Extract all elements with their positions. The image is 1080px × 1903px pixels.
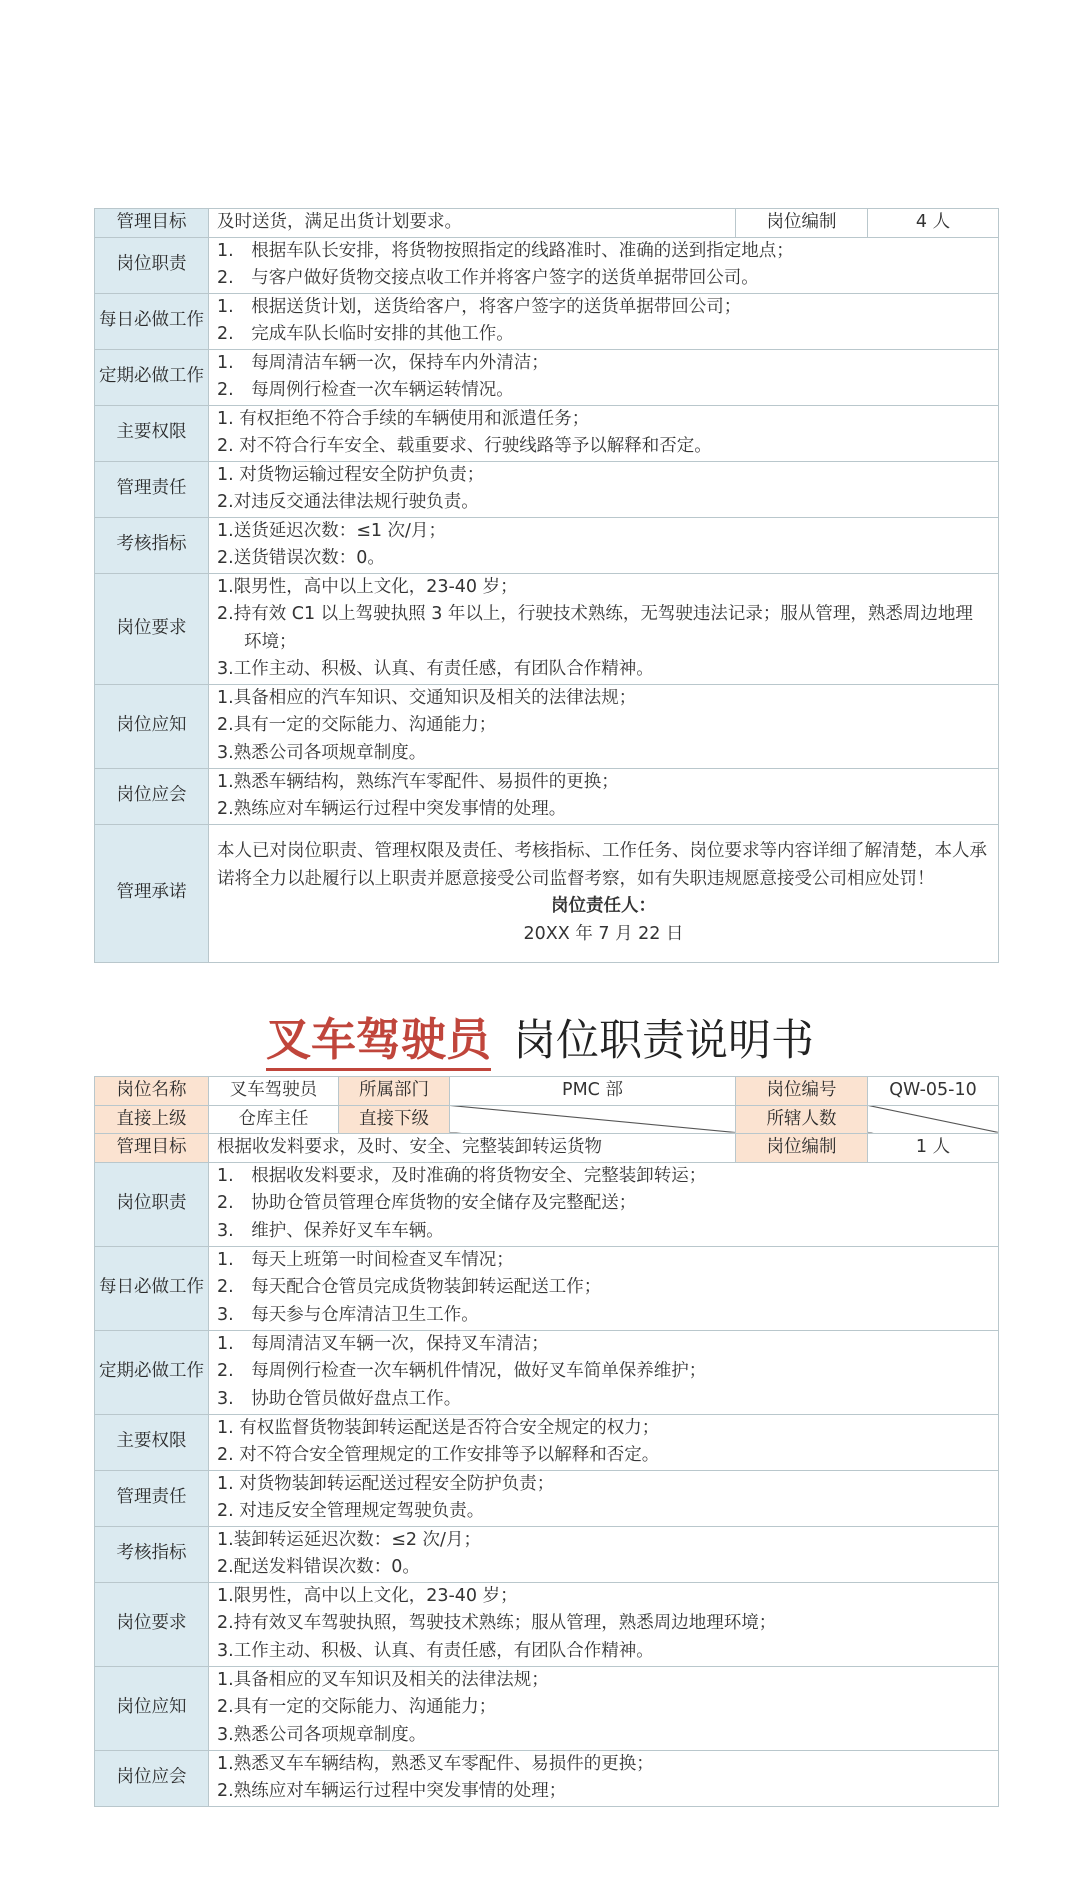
row-label: 考核指标 <box>95 517 209 573</box>
row-label: 定期必做工作 <box>95 1330 209 1414</box>
superior-value: 仓库主任 <box>209 1105 339 1134</box>
sign-date: 20XX 年 7 月 22 日 <box>523 923 684 944</box>
row-label: 主要权限 <box>95 1414 209 1470</box>
headcount-label: 岗位编制 <box>736 1134 868 1163</box>
post-name-label: 岗位名称 <box>95 1077 209 1106</box>
dept-label: 所属部门 <box>339 1077 450 1106</box>
row-label: 管理责任 <box>95 461 209 517</box>
row-content: 1.限男性，高中以上文化，23-40 岁； 2.持有效叉车驾驶执照，驾驶技术熟练；服从管理，熟悉周边地理环境； 3.工作主动、积极、认真、有责任感，有团队合作精神。 <box>209 1582 999 1666</box>
row-content: 1. 根据收发料要求，及时准确的将货物安全、完整装卸转运； 2. 协助仓管员管理仓库货物的安全储存及完整配送； 3. 维护、保养好叉车车辆。 <box>209 1162 999 1246</box>
mgmt-goal-label: 管理目标 <box>95 209 209 238</box>
subordinate-label: 直接下级 <box>339 1105 450 1134</box>
row-label: 岗位要求 <box>95 573 209 684</box>
superior-label: 直接上级 <box>95 1105 209 1134</box>
commitment-text: 本人已对岗位职责、管理权限及责任、考核指标、工作任务、岗位要求等内容详细了解清楚，本人承诺将全力以赴履行以上职责并愿意接受公司监督考察，如有失职违规愿意接受公司相应处罚！ <box>217 841 987 889</box>
title-main: 岗位职责说明书 <box>513 1016 814 1066</box>
headcount-value: 1 人 <box>868 1134 999 1163</box>
row-label: 管理责任 <box>95 1470 209 1526</box>
table-row <box>95 573 999 684</box>
mgmt-goal-label: 管理目标 <box>95 1134 209 1163</box>
row-content: 1.装卸转运延迟次数：≤2 次/月； 2.配送发料错误次数：0。 <box>209 1526 999 1582</box>
mgmt-goal-value: 及时送货，满足出货计划要求。 <box>209 209 736 238</box>
table-row <box>95 1470 999 1526</box>
table-row <box>95 684 999 768</box>
post-code-label: 岗位编号 <box>736 1077 868 1106</box>
table-row <box>95 1414 999 1470</box>
row-content: 1. 有权监督货物装卸转运配送是否符合安全规定的权力； 2. 对不符合安全管理规定的工作安排等予以解释和否定。 <box>209 1414 999 1470</box>
row-content: 1. 根据送货计划，送货给客户，将客户签字的送货单据带回公司； 2. 完成车队长临时安排的其他工作。 <box>209 293 999 349</box>
commitment-content <box>209 824 999 962</box>
row-label: 考核指标 <box>95 1526 209 1582</box>
subordinate-empty-cell <box>450 1105 736 1134</box>
post-name-value: 叉车驾驶员 <box>209 1077 339 1106</box>
table-row <box>95 1105 999 1134</box>
row-label: 主要权限 <box>95 405 209 461</box>
table-row <box>95 1246 999 1330</box>
table-row <box>95 1582 999 1666</box>
headcount-value: 4 人 <box>868 209 999 238</box>
row-content: 1. 对货物运输过程安全防护负责； 2.对违反交通法律法规行驶负责。 <box>209 461 999 517</box>
row-label: 岗位应会 <box>95 1750 209 1806</box>
row-content: 1. 根据车队长安排，将货物按照指定的线路准时、准确的送到指定地点； 2. 与客户做好货物交接点收工作并将客户签字的送货单据带回公司。 <box>209 237 999 293</box>
table-row <box>95 1750 999 1806</box>
table-row <box>95 824 999 962</box>
table-row <box>95 768 999 824</box>
table-row <box>95 1134 999 1163</box>
row-content: 1. 有权拒绝不符合手续的车辆使用和派遣任务； 2. 对不符合行车安全、载重要求、行驶线路等予以解释和否定。 <box>209 405 999 461</box>
table-row <box>95 1666 999 1750</box>
driver-duty-table <box>94 208 999 963</box>
row-content: 1.熟悉叉车车辆结构，熟悉叉车零配件、易损件的更换； 2.熟练应对车辆运行过程中突发事情的处理； <box>209 1750 999 1806</box>
table-row <box>95 517 999 573</box>
table-row <box>95 405 999 461</box>
row-label: 定期必做工作 <box>95 349 209 405</box>
row-content: 1.熟悉车辆结构，熟练汽车零配件、易损件的更换； 2.熟练应对车辆运行过程中突发事情的处理。 <box>209 768 999 824</box>
row-label: 每日必做工作 <box>95 1246 209 1330</box>
row-content: 1.送货延迟次数：≤1 次/月； 2.送货错误次数：0。 <box>209 517 999 573</box>
table-row <box>95 1077 999 1106</box>
forklift-duty-table <box>94 1076 999 1807</box>
signer-label: 岗位责任人： <box>551 896 656 916</box>
table-row <box>95 293 999 349</box>
table-row <box>95 237 999 293</box>
mgmt-goal-value: 根据收发料要求，及时、安全、完整装卸转运货物 <box>209 1134 736 1163</box>
table-row <box>95 1526 999 1582</box>
page-title <box>0 1003 1080 1068</box>
row-content: 1.具备相应的叉车知识及相关的法律法规； 2.具有一定的交际能力、沟通能力； 3.熟悉公司各项规章制度。 <box>209 1666 999 1750</box>
row-content: 1.限男性，高中以上文化，23-40 岁； 2.持有效 C1 以上驾驶执照 3 年以上，行驶技术熟练，无驾驶违法记录；服从管理，熟悉周边地理环境； 3.工作主动、积极、认真、有责任感，有团队合作精神。 <box>209 573 999 684</box>
row-label: 每日必做工作 <box>95 293 209 349</box>
row-label: 岗位应会 <box>95 768 209 824</box>
row-content: 1.具备相应的汽车知识、交通知识及相关的法律法规； 2.具有一定的交际能力、沟通能力； 3.熟悉公司各项规章制度。 <box>209 684 999 768</box>
row-label: 岗位应知 <box>95 1666 209 1750</box>
row-content: 1. 每周清洁车辆一次，保持车内外清洁； 2. 每周例行检查一次车辆运转情况。 <box>209 349 999 405</box>
row-content: 1. 每天上班第一时间检查叉车情况； 2. 每天配合仓管员完成货物装卸转运配送工作； 3. 每天参与仓库清洁卫生工作。 <box>209 1246 999 1330</box>
headcount-label: 岗位编制 <box>736 209 868 238</box>
dept-value: PMC 部 <box>450 1077 736 1106</box>
table-row <box>95 1330 999 1414</box>
row-label: 岗位应知 <box>95 684 209 768</box>
commitment-label: 管理承诺 <box>95 824 209 962</box>
table-row <box>95 461 999 517</box>
row-content: 1. 对货物装卸转运配送过程安全防护负责； 2. 对违反安全管理规定驾驶负责。 <box>209 1470 999 1526</box>
row-label: 岗位要求 <box>95 1582 209 1666</box>
jurisdiction-empty-cell <box>868 1105 999 1134</box>
row-label: 岗位职责 <box>95 1162 209 1246</box>
row-label: 岗位职责 <box>95 237 209 293</box>
post-code-value: QW-05-10 <box>868 1077 999 1106</box>
jurisdiction-label: 所辖人数 <box>736 1105 868 1134</box>
table-row <box>95 1162 999 1246</box>
row-content: 1. 每周清洁叉车辆一次，保持叉车清洁； 2. 每周例行检查一次车辆机件情况，做好叉车简单保养维护； 3. 协助仓管员做好盘点工作。 <box>209 1330 999 1414</box>
title-accent: 叉车驾驶员 <box>266 1013 491 1071</box>
table-row <box>95 209 999 238</box>
table-row <box>95 349 999 405</box>
